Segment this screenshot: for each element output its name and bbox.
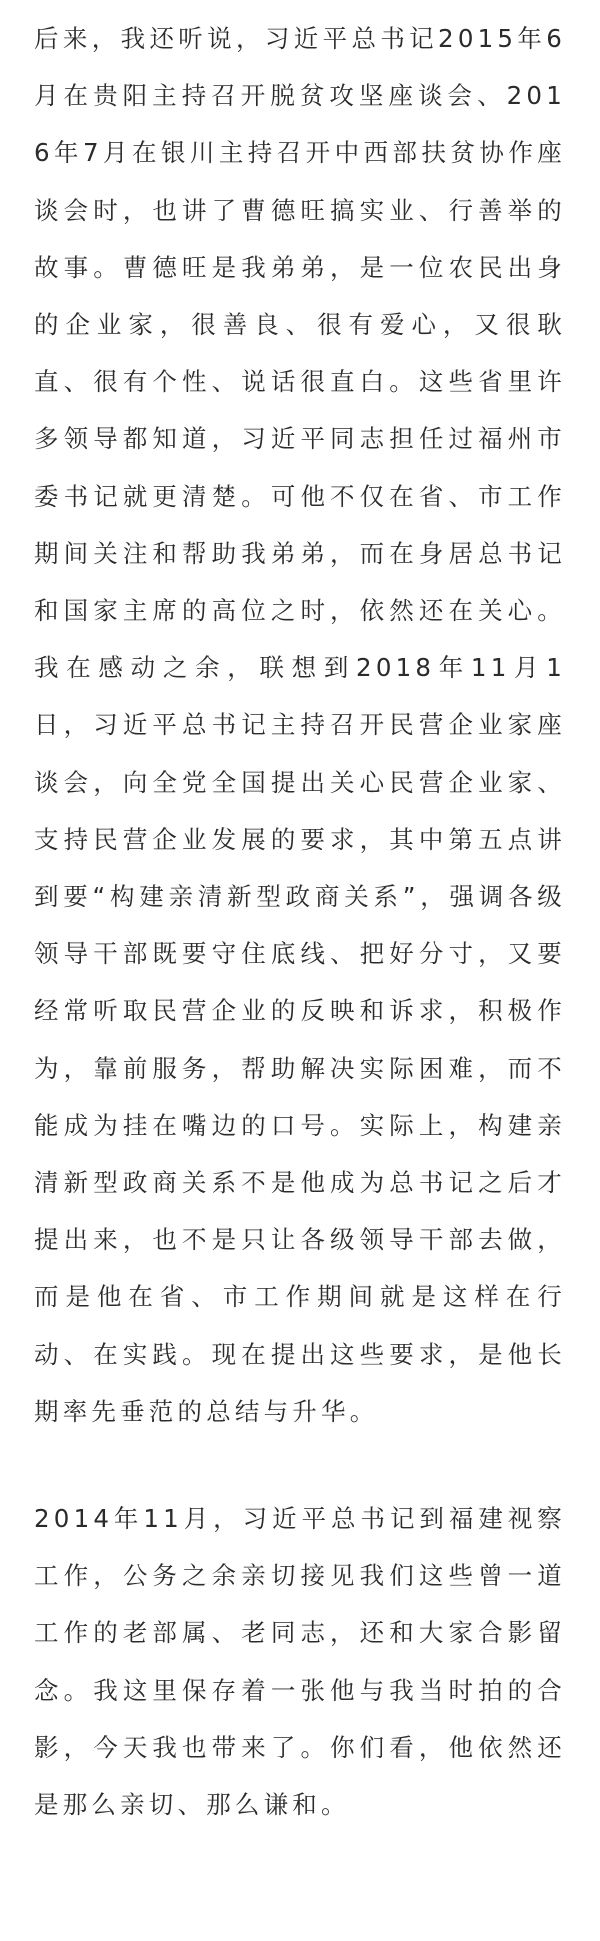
article-paragraph-2: 2014年11月，习近平总书记到福建视察工作，公务之余亲切接见我们这些曾一道工作的老部属、老同志，还和大家合影留念。我这里保存着一张他与我当时拍的合影，今天我也带来了。你们看，他依然还是那么亲切、那么谦和。 — [34, 1504, 566, 1820]
article-paragraph-1: 后来，我还听说，习近平总书记2015年6月在贵阳主持召开脱贫攻坚座谈会、2016年7月在银川主持召开中西部扶贫协作座谈会时，也讲了曹德旺搞实业、行善举的故事。曹德旺是我弟弟，是一位农民出身的企业家，很善良、很有爱心，又很耿直、很有个性、说话很直白。这些省里许多领导都知道，习近平同志担任过福州市委书记就更清楚。可他不仅在省、市工作期间关注和帮助我弟弟，而在身居总书记和国家主席的高位之时，依然还在关心。我在感动之余，联想到2018年11月1日，习近平总书记主持召开民营企业家座谈会，向全党全国提出关心民营企业家、支持民营企业发展的要求，其中第五点讲到要“构建亲清新型政商关系”，强调各级领导干部既要守住底线、把好分寸，又要经常听取民营企业的反映和诉求，积极作为，靠前服务，帮助解决实际困难，而不能成为挂在嘴边的口号。实际上，构建亲清新型政商关系不是他成为总书记之后才提出来，也不是只让各级领导干部去做，而是他在省、市工作期间就是这样在行动、在实践。现在提出这些要求，是他长期率先垂范的总结与升华。 — [34, 24, 566, 1426]
